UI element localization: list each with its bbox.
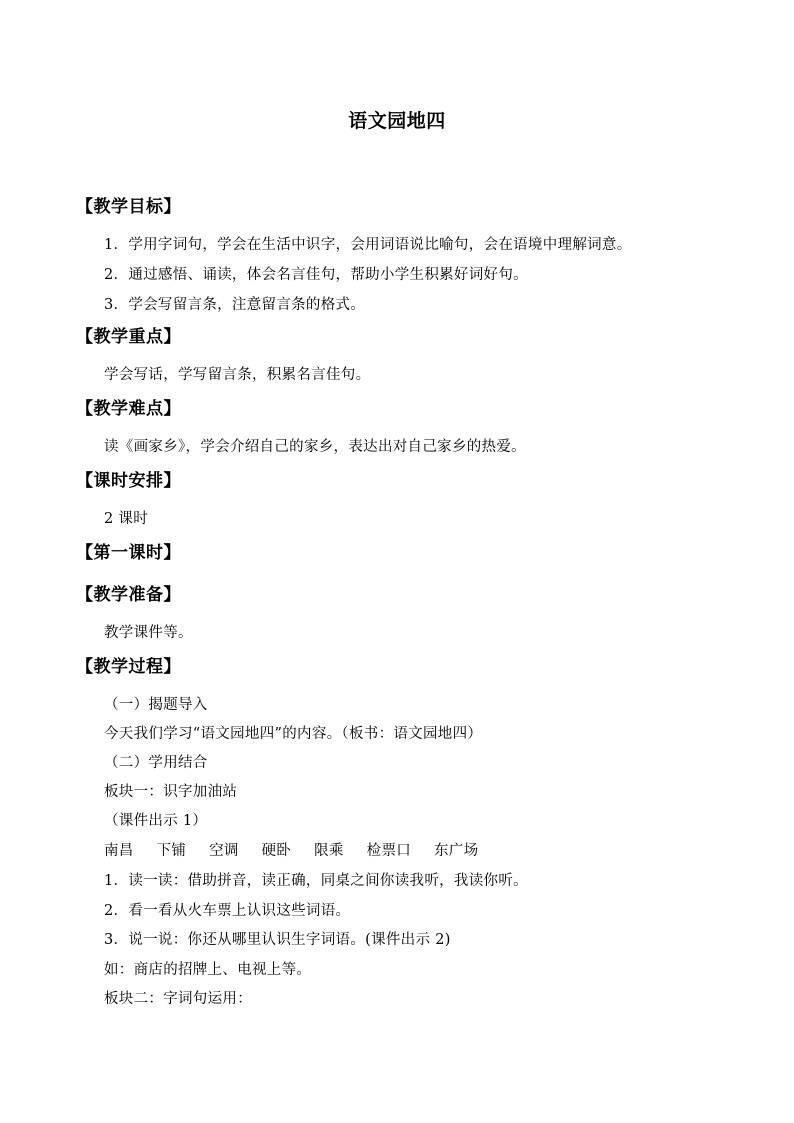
heading-process: 【教学过程】 — [76, 657, 181, 677]
process-step-2: 2．看一看从火车票上认识这些词语。 — [104, 903, 351, 919]
document-title: 语文园地四 — [348, 110, 446, 132]
heading-difficulties: 【教学难点】 — [76, 399, 181, 419]
process-step-1: 1．读一读：借助拼音，读正确，同桌之间你读我听，我读你听。 — [104, 873, 528, 889]
process-step-4: 如：商店的招牌上、电视上等。 — [104, 962, 312, 978]
heading-schedule: 【课时安排】 — [76, 471, 181, 491]
word-item: 南昌 — [104, 843, 134, 859]
schedule-text: 2 课时 — [104, 511, 149, 527]
process-line-2: 今天我们学习“语文园地四”的内容。（板书：语文园地四） — [104, 726, 483, 742]
process-step-3: 3．说一说：你还从哪里认识生字词语。(课件出示 2) — [104, 932, 451, 948]
objective-item-2: 2．通过感悟、诵读，体会名言佳句，帮助小学生积累好词好句。 — [104, 267, 528, 283]
word-item: 硬卧 — [261, 843, 292, 859]
word-item: 限乘 — [314, 843, 344, 859]
word-item: 下铺 — [156, 843, 187, 859]
heading-first-lesson: 【第一课时】 — [76, 543, 181, 563]
difficulties-text: 读《画家乡》，学会介绍自己的家乡，表达出对自己家乡的热爱。 — [104, 439, 526, 455]
preparation-text: 教学课件等。 — [104, 625, 193, 641]
heading-preparation: 【教学准备】 — [76, 585, 181, 605]
process-line-3: （二）学用结合 — [104, 755, 208, 771]
heading-key-points: 【教学重点】 — [76, 327, 181, 347]
objective-item-3: 3．学会写留言条，注意留言条的格式。 — [104, 297, 366, 313]
word-item: 东广场 — [433, 843, 479, 859]
key-points-text: 学会写话，学写留言条，积累名言佳句。 — [104, 367, 371, 383]
word-item: 检票口 — [366, 843, 412, 859]
objective-item-1: 1．学用字词句，学会在生活中识字，会用词语说比喻句，会在语境中理解词意。 — [104, 237, 632, 253]
word-list — [104, 839, 496, 860]
process-line-5: （课件出示 1） — [104, 813, 208, 829]
process-step-5: 板块二：字词句运用： — [104, 991, 252, 1007]
process-line-1: （一）揭题导入 — [104, 697, 208, 713]
heading-objectives: 【教学目标】 — [76, 197, 181, 217]
process-line-4: 板块一：识字加油站 — [104, 784, 238, 800]
word-item: 空调 — [209, 843, 239, 859]
